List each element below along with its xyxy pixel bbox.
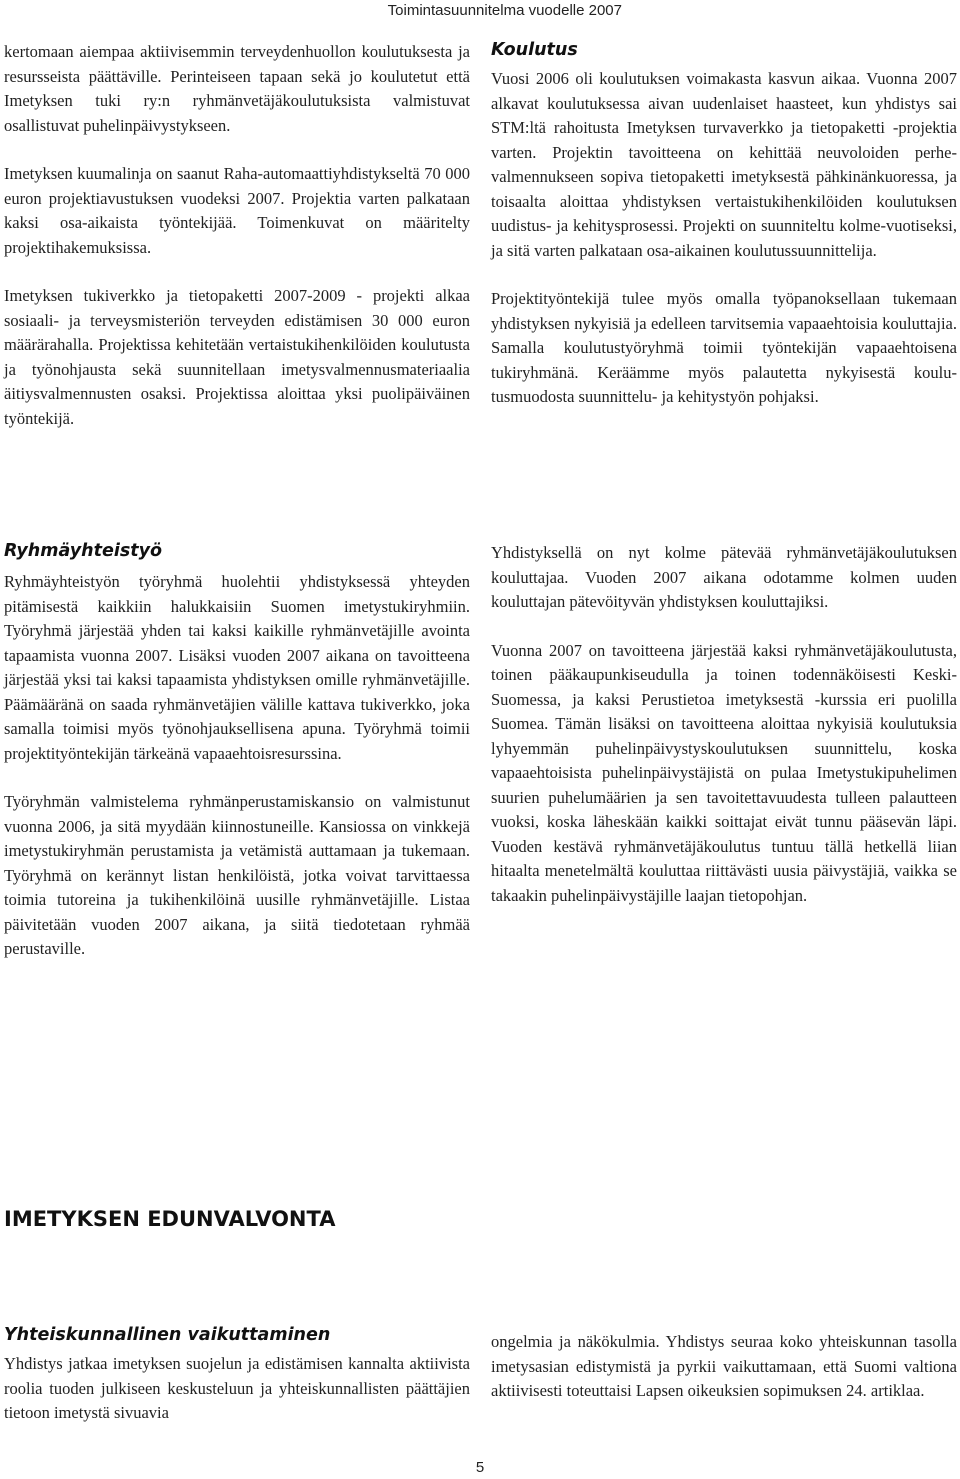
paragraph-koulutus-1: Vuosi 2006 oli koulutuksen voimakasta kasvun aikaa. Vuonna 2007 alkavat koulutuksessa aivan uudenlaiset haasteet, kun yhdistys sai STM:ltä rahoitusta Imetyksen turvaverkko ja tietopaketti -projektia varten. Projektin tavoitteena on kehittää neuvoloiden perhe-valmennukseen sopiva tietopaketti imetyksestä pähkinänkuoressa, ja toisaalta aloittaa yhdistyksen vertaistukihenkilöiden koulutuksen uudistus- ja kehitysprosessi. Projekti on suunniteltu kolme-vuotiseksi, ja sitä varten palkataan osa-aikainen koulutussuunnittelija. [491, 69, 957, 260]
paragraph-koulutus-4: Vuonna 2007 on tavoitteena järjestää kaksi ryhmänvetäjäkoulutusta, toinen pääkaupunkiseudulla ja toinen todennäköisesti Keski-Suomessa, ja kaksi Perustietoa imetyksestä -kurssia eri puolilla Suomea. Tämän lisäksi on tavoitteena aloittaa nykyisiä koulutuksia lyhyemmän puhelinpäivystyskoulutuksen suunnittelu, koska vapaaehtoisista puhelinpäivystäjistä on pulaa Imetystukipuhelimen suurien puhelumäärien ja sen tavoitettavuudesta tulleen palautteen vuoksi, koska läheskään kaikki soittajat eivät tunnu pääsevän läpi. Vuoden kestävä ryhmänvetäjäkoulutus tuntuu tällä hetkellä liian hitaalta menetelmältä kouluttaa riittävästi uusia päivystäjiä, vaikka se takaakin puhelinpäivystäjille laajan tietopohjan. [491, 640, 957, 905]
section-koulutus-continued [491, 541, 957, 908]
heading-edunvalvonta: IMETYKSEN EDUNVALVONTA [4, 1207, 336, 1231]
paragraph-ryhmayhteistyo-1: Ryhmäyhteistyön työryhmä huolehtii yhdistyksessä yhteyden pitämisestä kaikkiin halukkaisiin Suomen imetystukiryhmiin. Työryhmä järjestää yhden tai kaksi kaikille ryhmänvetäjille avointa tapaamista vuonna 2007. Lisäksi vuoden 2007 aikana on tavoitteena järjestää yksi tai kaksi tapaamista yhdistyksen omille ryhmänvetäjille. Päämääränä on saada ryhmänvetäjien välille kattava tukiverkko, joka samalla toimisi myös työnohjauksellisena apuna. Työryhmä toimii projektityöntekijän tärkeänä vapaaehtoisresurssina. [4, 572, 470, 763]
section-ryhmayhteistyo [4, 541, 470, 962]
paragraph-koulutus-2: Projektityöntekijä tulee myös omalla työpanoksellaan tukemaan yhdistyksen nykyisiä ja edelleen tarvitsemia vapaaehtoisia kouluttajia. Samalla koulutustyöryhmä toimii työntekijän vapaaehtoisena tukiryhmänä. Keräämme myös palautetta nykyisestä koulu-tusmuodosta suunnittelu- ja kehitystyön pohjaksi. [491, 289, 957, 406]
heading-koulutus: Koulutus [491, 40, 578, 60]
paragraph-yhteiskunnallinen-right: ongelmia ja näkökulmia. Yhdistys seuraa koko yhteiskunnan tasolla imetysasian edistymistä ja pyrkii vaikuttamaan, että Suomi valtiona aktiivisesti toteuttaisi Lapsen oikeuksien sopimuksen 24. artiklaa. [491, 1332, 957, 1400]
section-koulutus [491, 40, 957, 410]
section-yhteiskunnallinen-right [491, 1330, 957, 1404]
paragraph-yhteiskunnallinen-left: Yhdistys jatkaa imetyksen suojelun ja edistämisen kannalta aktiivista roolia tuoden julkiseen keskusteluun ja yhteiskunnallisten päättäjien tietoon imetystä sivuavia [4, 1354, 470, 1422]
heading-ryhmayhteistyo: Ryhmäyhteistyö [4, 541, 163, 561]
page-number: 5 [475, 1459, 485, 1476]
section-yhteiskunnallinen [4, 1325, 470, 1426]
paragraph-kuumalinja: Imetyksen kuumalinja on saanut Raha-automaattiyhdistykseltä 70 000 euron projektiavustuksen vuodeksi 2007. Projektia varten palkataan kaksi osa-aikaista työntekijää. Toimenkuvat on määritelty projektihakemuksissa. [4, 164, 470, 257]
paragraph-koulutus-3: Yhdistyksellä on nyt kolme pätevää ryhmänvetäjäkoulutuksen kouluttajaa. Vuoden 2007 aikana odotamme kolmen uuden kouluttajan pätevöityvän yhdistyksen kouluttajiksi. [491, 543, 957, 611]
running-header: Toimintasuunnitelma vuodelle 2007 [387, 2, 622, 19]
left-column-top [4, 40, 470, 431]
paragraph-intro: kertomaan aiempaa aktiivisemmin terveydenhuollon koulutuksesta ja resursseista päättäville. Perinteiseen tapaan sekä jo koulutetut että Imetyksen tuki ry:n ryhmänvetäjäkoulutuksista valmistuvat osallistuvat puhelinpäivystykseen. [4, 42, 470, 135]
paragraph-ryhmayhteistyo-2: Työryhmän valmistelema ryhmänperustamiskansio on valmistunut vuonna 2006, ja sitä myydään kiinnostuneille. Kansiossa on vinkkejä imetystukiryhmän perustamista ja vetämistä auttamaan ja tukemaan. Työryhmä on kerännyt listan henkilöistä, jotka voivat tarvittaessa toimia tutoreina ja tukihenkilöinä uusille ryhmänvetäjille. Listaa päivitetään vuoden 2007 aikana, ja siitä tiedotetaan ryhmää perustaville. [4, 792, 470, 958]
heading-yhteiskunnallinen: Yhteiskunnallinen vaikuttaminen [4, 1325, 331, 1345]
paragraph-tukiverkko: Imetyksen tukiverkko ja tietopaketti 2007-2009 - projekti alkaa sosiaali- ja terveysmisteriön terveyden edistämisen 30 000 euron määrärahalla. Projektissa kehitetään vertaistukihenkilöiden koulutusta ja työnohjausta sekä suunnitellaan imetysvalmennusmateriaalia äitiysvalmennusten osaksi. Projektissa aloittaa yksi puolipäiväinen työntekijä. [4, 286, 470, 428]
